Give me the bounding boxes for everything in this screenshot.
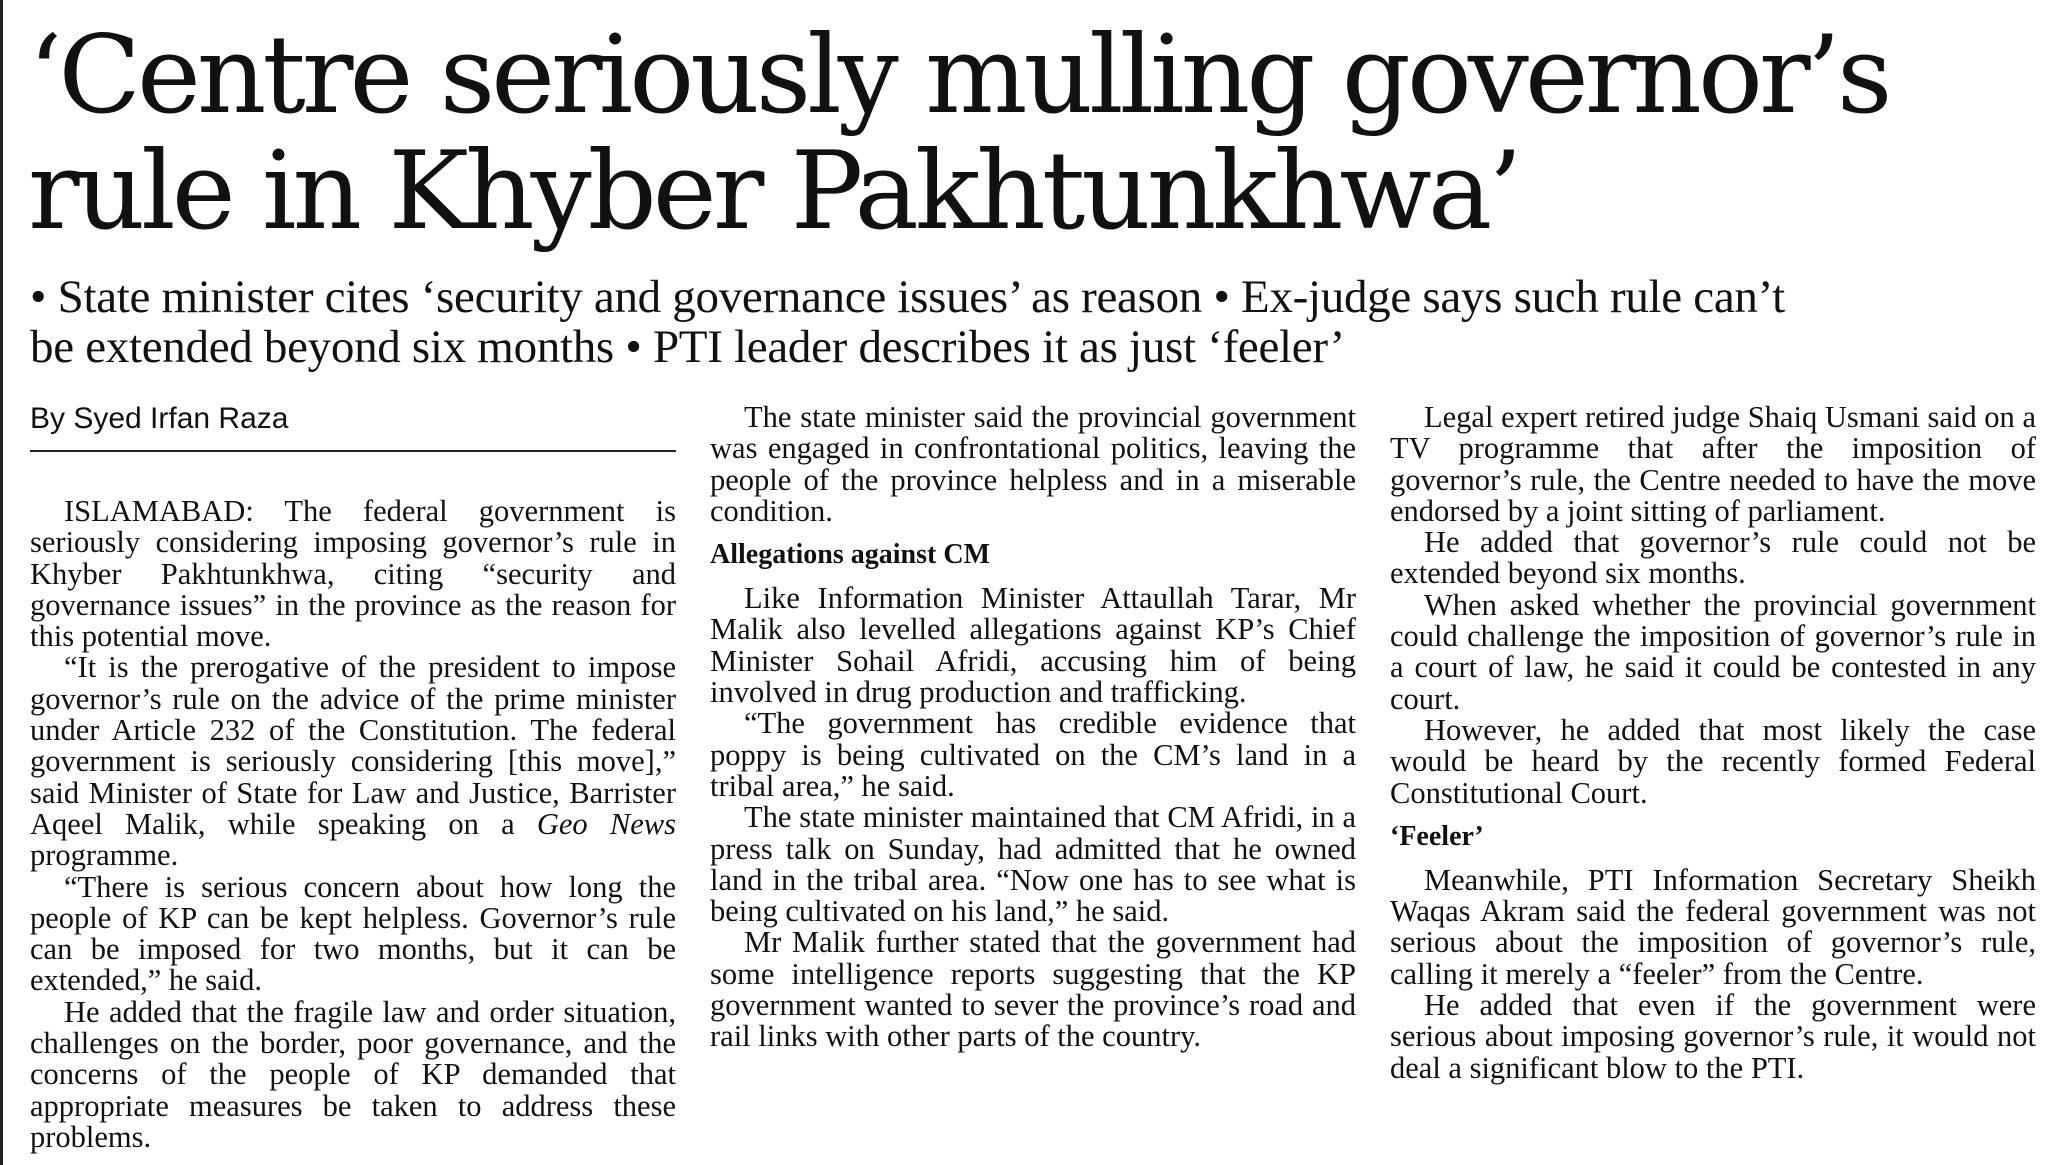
byline-spacer bbox=[30, 452, 676, 496]
article-paragraph: He added that even if the government were serious about imposing governor’s rule, it would not deal a significant blow to the PTI. bbox=[1390, 988, 2036, 1085]
article-paragraph: Mr Malik further stated that the government had some intelligence reports suggesting that the KP government wanted to sever the province’s road and rail links with other parts of the country. bbox=[710, 925, 1356, 1054]
article-paragraph: Legal expert retired judge Shaiq Usmani said on a TV programme that after the imposition of governor’s rule, the Centre needed to have the move endorsed by a joint sitting of parliament. bbox=[1390, 400, 2036, 528]
subheading: ‘Feeler’ bbox=[1390, 820, 1484, 852]
article-paragraph bbox=[30, 652, 676, 871]
article-column-1 bbox=[30, 402, 676, 1153]
subheading: Allegations against CM bbox=[710, 539, 990, 571]
dateline: ISLAMABAD: bbox=[64, 494, 254, 528]
article-paragraph bbox=[30, 496, 676, 652]
article-paragraph: The state minister said the provincial government was engaged in confrontational politics, leaving the people of the province helpless and in a miserable condition. bbox=[710, 400, 1356, 528]
article-paragraph: He added that governor’s rule could not be extended beyond six months. bbox=[1390, 525, 2036, 591]
article-paragraph: When asked whether the provincial government could challenge the imposition of governor’s rule in a court of law, he said it could be contested in any court. bbox=[1390, 587, 2036, 716]
byline: By Syed Irfan Raza bbox=[30, 402, 676, 452]
headline-line-2: rule in Khyber Pakhtunkhwa’ bbox=[28, 129, 1519, 254]
paragraph-text: programme. bbox=[30, 838, 179, 873]
article-column-3 bbox=[1390, 402, 2036, 1084]
article-paragraph: He added that the fragile law and order situation, challenges on the border, poor governance, and the concerns of the people of KP demanded that appropriate measures be taken to address these problems. bbox=[30, 994, 676, 1154]
column-rule bbox=[0, 0, 3, 1165]
deck-line-1: • State minister cites ‘security and governance issues’ as reason • Ex-judge says such rule can’t bbox=[30, 271, 1785, 323]
paragraph-text: The federal government is seriously considering imposing governor’s rule in Khyber Pakhtunkhwa, citing “security and governance issues” in the province as the reason for this potential move. bbox=[30, 494, 676, 654]
article-paragraph: “The government has credible evidence that poppy is being cultivated on the CM’s land in a tribal area,” he said. bbox=[710, 706, 1356, 803]
headline bbox=[28, 13, 2038, 254]
article-paragraph: The state minister maintained that CM Afridi, in a press talk on Sunday, had admitted that he owned land in the tribal area. “Now one has to see what is being cultivated on his land,” he said. bbox=[710, 800, 1356, 929]
article-column-2 bbox=[710, 402, 1356, 1053]
article-paragraph: Meanwhile, PTI Information Secretary Sheikh Waqas Akram said the federal government was not serious about the imposition of governor’s rule, calling it merely a “feeler” from the Centre. bbox=[1390, 862, 2036, 991]
headline-line-1: ‘Centre seriously mulling governor’s bbox=[28, 13, 1889, 138]
deck-line-2: be extended beyond six months • PTI leader describes it as just ‘feeler’ bbox=[30, 321, 1345, 373]
deck-summary bbox=[30, 272, 2040, 372]
programme-name: Geo News bbox=[536, 806, 676, 841]
article-paragraph: However, he added that most likely the case would be heard by the recently formed Federal Constitutional Court. bbox=[1390, 712, 2036, 810]
article-paragraph: “There is serious concern about how long the people of KP can be kept helpless. Governor’s rule can be imposed for two months, but it can be extended,” he said. bbox=[30, 869, 676, 998]
paragraph-text: “It is the prerogative of the president to impose governor’s rule on the advice of the prime minister under Article 232 of the Constitution. The federal government is seriously considering [this move],” said Minister of State for Law and Justice, Barrister Aqeel Malik, while speaking on a bbox=[30, 650, 676, 841]
article-paragraph: Like Information Minister Attaullah Tarar, Mr Malik also levelled allegations against KP’s Chief Minister Sohail Afridi, accusing him of being involved in drug production and trafficking. bbox=[710, 581, 1356, 710]
